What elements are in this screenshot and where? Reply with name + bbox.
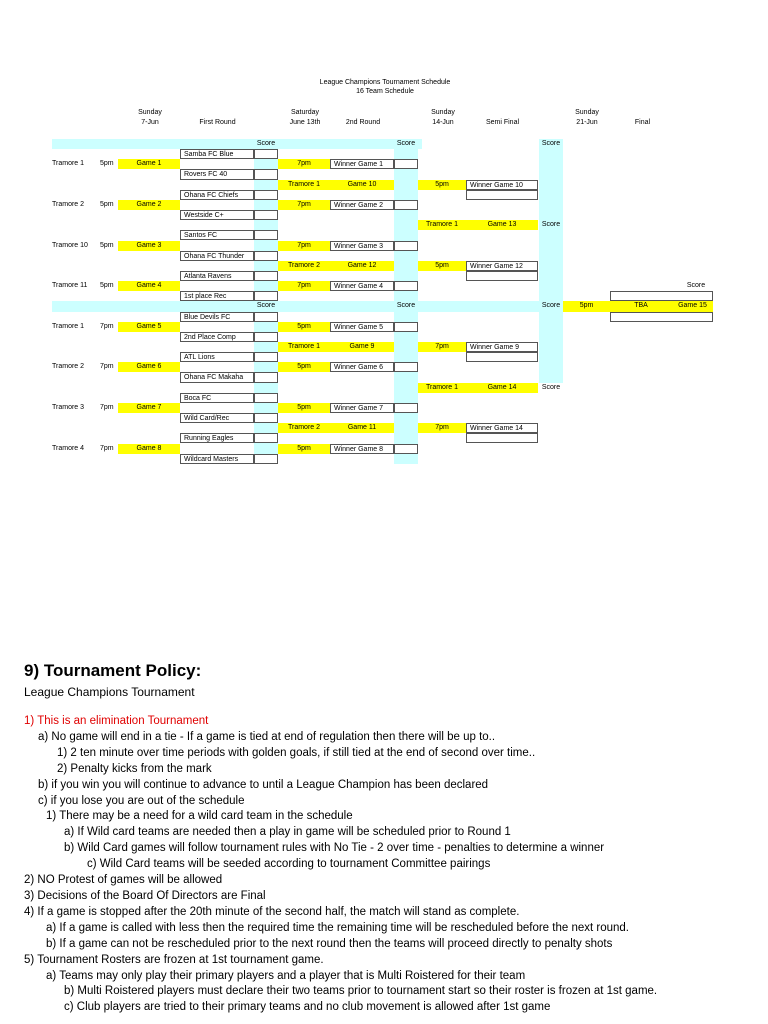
game-label: Game 6 [118, 362, 180, 372]
score-box [254, 393, 278, 403]
score-label: Score [541, 302, 561, 310]
field-label: Tramore 1 [418, 383, 466, 393]
field-label: Tramore 1 [278, 342, 330, 352]
round1-day: Sunday [138, 109, 162, 116]
score-box [394, 322, 418, 332]
policy-subheading: League Champions Tournament [24, 685, 195, 699]
policy-line: 2) NO Protest of games will be allowed [24, 874, 223, 887]
policy-line: 3) Decisions of the Board Of Directors are Final [24, 889, 266, 902]
score-box [394, 281, 418, 291]
winner-box: Winner Game 2 [330, 200, 394, 210]
team-box: Wild Card/Rec [180, 413, 254, 423]
game-label: Game 7 [118, 403, 180, 413]
team-box: Samba FC Blue [180, 149, 254, 159]
team-box: Ohana FC Thunder [180, 251, 254, 261]
policy-line: b) if you win you will continue to advance to until a League Champion has been declared [38, 778, 489, 791]
score-box [394, 200, 418, 210]
blank-box [466, 352, 538, 362]
blank-box [610, 291, 713, 301]
final-label: Final [634, 119, 651, 126]
time-label: 7pm [278, 159, 330, 169]
score-box [254, 413, 278, 423]
semi-date: 14-Jun [432, 119, 454, 126]
policy-line: c) Wild Card teams will be seeded according to tournament Committee pairings [87, 858, 491, 871]
field-label: Tramore 3 [52, 403, 85, 411]
score-box [394, 241, 418, 251]
time-label: 7pm [418, 342, 466, 352]
game-label: Game 4 [118, 281, 180, 291]
round2-date: June 13th [289, 119, 321, 126]
team-box: Blue Devils FC [180, 312, 254, 322]
game-label: Game 12 [330, 261, 394, 271]
blank-box [610, 312, 713, 322]
team-box: 2nd Place Comp [180, 332, 254, 342]
score-label: Score [396, 140, 416, 147]
policy-line: 1) 2 ten minute over time periods with golden goals, if still tied at the end of second over time.. [57, 746, 536, 759]
field-label: Tramore 1 [278, 180, 330, 190]
field-label: Tramore 4 [52, 444, 85, 452]
schedule-subtitle: 16 Team Schedule [356, 88, 414, 95]
score-column [539, 139, 563, 383]
time-label: 5pm [100, 241, 114, 249]
time-label: 7pm [418, 423, 466, 433]
semi-day: Sunday [431, 109, 455, 116]
score-box [254, 372, 278, 382]
time-label: 7pm [278, 241, 330, 251]
policy-line: a) If Wild card teams are needed then a play in game will be scheduled prior to Round 1 [64, 826, 511, 839]
score-box [254, 271, 278, 281]
time-label: 5pm [418, 180, 466, 190]
team-box: Santos FC [180, 230, 254, 240]
policy-line: c) if you lose you are out of the schedule [38, 794, 245, 807]
policy-line: 4) If a game is stopped after the 20th minute of the second half, the match will stand as complete. [24, 905, 520, 918]
team-box: ATL Lions [180, 352, 254, 362]
winner-box: Winner Game 4 [330, 281, 394, 291]
final-date: 21-Jun [576, 119, 598, 126]
score-band [52, 139, 422, 149]
team-box: Wildcard Masters [180, 454, 254, 464]
time-label: 7pm [100, 403, 114, 411]
score-box [394, 403, 418, 413]
game-label: Game 13 [466, 220, 538, 230]
round2-day: Saturday [290, 109, 320, 116]
winner-box: Winner Game 8 [330, 444, 394, 454]
score-box [254, 251, 278, 261]
game-label: Game 10 [330, 180, 394, 190]
field-label: Tramore 1 [52, 322, 85, 330]
score-label: Score [541, 221, 561, 229]
policy-list [24, 714, 754, 1016]
round1-date: 7-Jun [141, 119, 159, 126]
score-label: Score [256, 302, 276, 310]
blank-box [466, 271, 538, 281]
time-label: 5pm [100, 282, 114, 290]
winner-box: Winner Game 6 [330, 362, 394, 372]
time-label: 5pm [278, 322, 330, 332]
field-label: Tramore 11 [52, 282, 88, 290]
semi-label: Semi Final [485, 119, 520, 126]
score-label: Score [686, 282, 706, 290]
score-box [394, 444, 418, 454]
team-box: Westside C+ [180, 210, 254, 220]
game-label: Game 14 [466, 383, 538, 393]
game-label: Game 11 [330, 423, 394, 433]
policy-line: c) Club players are tried to their primary teams and no club movement is allowed after 1st game [64, 1001, 551, 1014]
time-label: 7pm [100, 322, 114, 330]
field-label: Tramore 10 [52, 241, 88, 249]
winner-box: Winner Game 10 [466, 180, 538, 190]
time-label: 5pm [278, 403, 330, 413]
score-box [394, 159, 418, 169]
policy-line: 5) Tournament Rosters are frozen at 1st tournament game. [24, 953, 324, 966]
score-label: Score [541, 383, 561, 391]
game-label: Game 8 [118, 444, 180, 454]
winner-box: Winner Game 1 [330, 159, 394, 169]
score-box [254, 352, 278, 362]
winner-box: Winner Game 7 [330, 403, 394, 413]
policy-line: 1) There may be a need for a wild card team in the schedule [46, 810, 353, 823]
field-label: Tramore 1 [418, 220, 466, 230]
field-label: Tramore 2 [278, 261, 330, 271]
team-box: 1st place Rec [180, 291, 254, 301]
tournament-bracket [0, 0, 768, 470]
game-label: Game 3 [118, 241, 180, 251]
policy-line: a) No game will end in a tie - If a game is tied at end of regulation then there will be up to.. [38, 730, 496, 743]
time-label: 5pm [418, 261, 466, 271]
game-label: Game 15 [672, 301, 713, 311]
score-box [254, 230, 278, 240]
score-band [52, 301, 564, 311]
blank-box [466, 190, 538, 200]
team-box: Boca FC [180, 393, 254, 403]
score-label: Score [256, 140, 276, 147]
team-box: Ohana FC Chiefs [180, 190, 254, 200]
time-label: 7pm [278, 200, 330, 210]
winner-box: Winner Game 5 [330, 322, 394, 332]
tournament-policy [24, 660, 754, 1016]
team-box: Running Eagles [180, 433, 254, 443]
score-box [254, 149, 278, 159]
field-label: Tramore 2 [278, 423, 330, 433]
score-box [254, 454, 278, 464]
field-label: Tramore 2 [52, 200, 85, 208]
final-team: TBA [610, 301, 672, 311]
policy-line: b) If a game can not be rescheduled prior to the next round then the teams will proceed directly to penalty shots [46, 937, 613, 950]
round1-label: First Round [199, 119, 236, 126]
policy-line: b) Multi Roistered players must declare their two teams prior to tournament start so their roster is frozen at 1st game. [64, 985, 658, 998]
game-label: Game 5 [118, 322, 180, 332]
policy-line: a) Teams may only play their primary players and a player that is Multi Roistered for their team [46, 969, 526, 982]
team-box: Atlanta Ravens [180, 271, 254, 281]
blank-box [466, 433, 538, 443]
policy-line: b) Wild Card games will follow tournament rules with No Tie - 2 over time - penalties to determine a winner [64, 842, 605, 855]
score-label: Score [541, 140, 561, 147]
score-box [254, 190, 278, 200]
time-label: 7pm [100, 363, 114, 371]
winner-box: Winner Game 12 [466, 261, 538, 271]
policy-heading: 9) Tournament Policy: [24, 661, 202, 680]
time-label: 5pm [563, 301, 610, 311]
winner-box: Winner Game 14 [466, 423, 538, 433]
game-label: Game 9 [330, 342, 394, 352]
game-label: Game 2 [118, 200, 180, 210]
final-day: Sunday [575, 109, 599, 116]
score-box [254, 433, 278, 443]
score-box [254, 210, 278, 220]
time-label: 5pm [100, 160, 114, 168]
field-label: Tramore 2 [52, 363, 85, 371]
score-label: Score [396, 302, 416, 310]
team-box: Rovers FC 40 [180, 169, 254, 179]
winner-box: Winner Game 3 [330, 241, 394, 251]
policy-line: a) If a game is called with less then the required time the remaining time will be rescheduled before the next round. [46, 921, 629, 934]
game-label: Game 1 [118, 159, 180, 169]
time-label: 5pm [100, 200, 114, 208]
time-label: 7pm [100, 444, 114, 452]
policy-line: 1) This is an elimination Tournament [24, 715, 209, 727]
time-label: 7pm [278, 281, 330, 291]
time-label: 5pm [278, 444, 330, 454]
round2-label: 2nd Round [345, 119, 381, 126]
score-box [254, 291, 278, 301]
score-box [254, 332, 278, 342]
policy-line: 2) Penalty kicks from the mark [57, 762, 212, 775]
score-box [394, 362, 418, 372]
score-box [254, 169, 278, 179]
score-box [254, 312, 278, 322]
winner-box: Winner Game 9 [466, 342, 538, 352]
schedule-title: League Champions Tournament Schedule [319, 79, 451, 86]
team-box: Ohana FC Makaha [180, 372, 254, 382]
time-label: 5pm [278, 362, 330, 372]
field-label: Tramore 1 [52, 160, 85, 168]
